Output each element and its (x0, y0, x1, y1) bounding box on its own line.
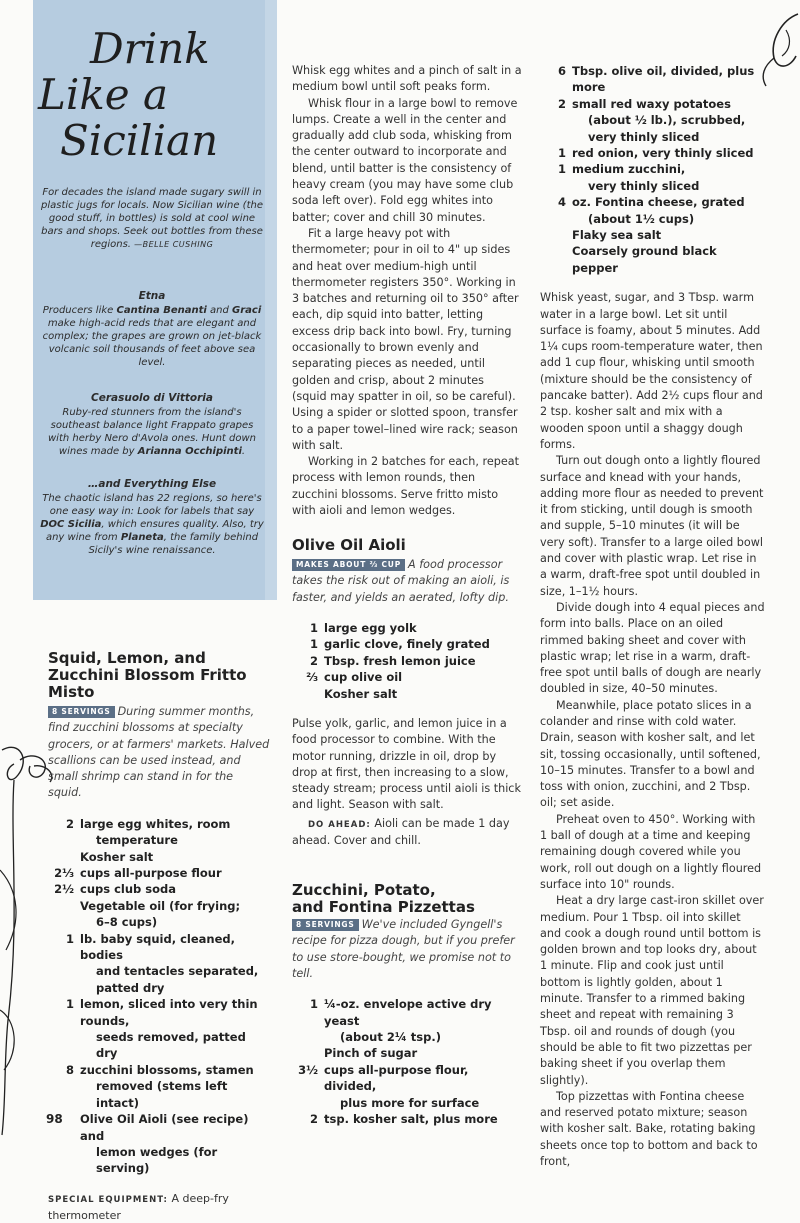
ingredient-text (572, 145, 765, 161)
ingredient-text (80, 865, 270, 881)
ingredient-text (80, 1111, 270, 1177)
recipe-intro-text: During summer months, find zucchini blossoms at specialty grocers, or at farmers' markets. Halved scallions can be used instead, and small shrimp can stand in for the squid. (48, 705, 270, 800)
ingredient-quantity: 2⅓ (54, 866, 74, 880)
ingredient-line: temperature (96, 833, 178, 848)
ingredient-quantity: 2 (557, 96, 566, 111)
method-step: Whisk egg whites and a pinch of salt in a medium bowl until soft peaks form. (292, 64, 522, 94)
ingredient-line: Coarsely ground black pepper (572, 244, 717, 275)
ingredient-text (324, 620, 522, 636)
ingredient-row (540, 161, 765, 194)
ingredient-text (324, 686, 522, 702)
recipe-fritto-misto (48, 650, 270, 1223)
recipe-intro-text: A food processor takes the risk out of making an aioli, is faster, and yields an aerated, lofty dip. (292, 558, 510, 604)
ingredient-text (80, 931, 270, 997)
ingredient-text (80, 996, 270, 1062)
region-text: , which ensures quality. Also, try any wine from (45, 519, 264, 543)
ingredient-line: plus more for surface (340, 1095, 480, 1110)
ingredient-line: lb. baby squid, cleaned, bodies (80, 931, 235, 963)
ingredient-row (48, 881, 270, 897)
recipe-intro (292, 917, 522, 982)
ingredient-text (80, 1062, 270, 1111)
ingredient-row (292, 653, 522, 669)
producer-name: Arianna Occhipinti (137, 446, 242, 457)
ingredient-row (292, 669, 522, 685)
recipe-aioli (292, 537, 522, 849)
ingredient-row (48, 898, 270, 931)
recipe-title-line: and Fontina Pizzettas (292, 898, 475, 916)
special-equipment (48, 1191, 270, 1223)
ingredient-list (292, 620, 522, 702)
ingredient-quantity: 6 (557, 64, 566, 78)
pizzettas-continued (540, 63, 765, 1170)
ingredient-line: and tentacles separated, patted dry (96, 964, 259, 995)
ingredient-line: oz. Fontina cheese, grated (572, 195, 745, 210)
ingredient-quantity (48, 849, 80, 865)
method-step: Preheat oven to 450°. Working with 1 ball of dough at a time and keeping remaining dough covered while you work, roll out dough on a lightly floured surface into 10" rounds. (540, 812, 762, 891)
ingredient-row (48, 1111, 270, 1177)
ingredient-text (572, 63, 765, 96)
ingredient-row (48, 996, 270, 1062)
ingredient-quantity (292, 1045, 324, 1061)
ingredient-row (48, 849, 270, 865)
ingredient-quantity: 1 (557, 162, 566, 177)
sidebar-intro (40, 186, 264, 251)
sidebar-byline: —BELLE CUSHING (134, 240, 214, 249)
recipe-title: Squid, Lemon, and Zucchini Blossom Fritto Misto (48, 649, 247, 701)
ingredient-text (572, 243, 765, 276)
ingredient-text (324, 636, 522, 652)
ingredient-line: Kosher salt (80, 849, 154, 864)
ingredient-quantity (540, 243, 572, 276)
ingredient-quantity: 2 (309, 653, 318, 668)
ingredient-line: 6–8 cups) (96, 915, 158, 930)
region-heading: Etna (138, 290, 166, 302)
method-step: Turn out dough onto a lightly floured surface and knead with your hands, adding more flour as needed to prevent it from sticking, until dough is smooth and supple, 5–10 minutes (it will be very soft). Transfer to a large oiled bowl and cover with plastic wrap. Let rise in a warm, draft-free spot until doubled in size, 1–1½ hours. (540, 454, 764, 598)
method-step: Whisk flour in a large bowl to remove lumps. Create a well in the center and gradually add club soda, whisking from the center outward to incorporate and blend, until batter is the consistency of heavy cream (you may have some club soda left over). Fold egg whites into batter; cover and chill 30 minutes. (292, 96, 518, 224)
ingredient-row (292, 1045, 522, 1061)
region-text: make high-acid reds that are elegant and complex; the grapes are grown on jet-black volcanic soil thousands of feet above sea level. (42, 318, 262, 368)
ingredient-line: Kosher salt (324, 686, 398, 701)
ingredient-line: cups all-purpose flour (80, 866, 222, 880)
ingredient-row (48, 1062, 270, 1111)
ingredient-line: cups all-purpose flour, divided, (324, 1062, 469, 1094)
method-step: Whisk yeast, sugar, and 3 Tbsp. warm water in a large bowl. Let sit until surface is foamy, about 5 minutes. Add 1¼ cups room-temperature water, then add 1 cup flour, whisking until smooth (mixture should be the consistency of pancake batter). Add 2½ cups flour and 2 tsp. kosher salt and mix with a wooden spoon until a shaggy dough forms. (540, 291, 763, 451)
ingredient-row (540, 63, 765, 96)
ingredient-text (324, 1062, 522, 1111)
region-text: The chaotic island has 22 regions, so here's one easy way in: Look for labels that say (42, 493, 262, 517)
ingredient-line: large egg whites, room (80, 816, 231, 831)
ingredient-text (80, 881, 270, 897)
ingredient-quantity: 1 (309, 637, 318, 652)
recipe-intro (48, 704, 270, 802)
ingredient-line: ¼-oz. envelope active dry yeast (324, 997, 492, 1028)
ingredient-line: cup olive oil (324, 670, 403, 685)
ingredient-quantity: 4 (557, 195, 566, 210)
ingredient-line: Flaky sea salt (572, 228, 662, 243)
ingredient-line: Pinch of sugar (324, 1046, 418, 1061)
ingredient-text (80, 898, 270, 931)
ingredient-line: (about 1½ cups) (588, 211, 695, 226)
ingredient-quantity (292, 686, 324, 702)
ingredient-quantity: 2 (309, 1112, 318, 1127)
do-ahead-label: DO AHEAD: (308, 819, 371, 830)
region-text: and (206, 305, 233, 316)
recipe-intro-text: We've included Gyngell's recipe for pizza dough, but if you prefer to use store-bought, we promise not to tell. (292, 918, 515, 980)
recipe-pizzettas (292, 882, 522, 1127)
method-step: Working in 2 batches for each, repeat process with lemon rounds, then zucchini blossoms. Serve fritto misto with aioli and lemon wedges. (292, 455, 519, 518)
ingredient-text (572, 96, 765, 145)
fritto-misto-method (292, 63, 522, 519)
ingredient-line: medium zucchini, (572, 162, 686, 177)
recipe-intro (292, 557, 522, 606)
ingredient-line: (about ½ lb.), scrubbed, (588, 113, 746, 128)
region-text: Ruby-red stunners from the island's southeast balance light Frappato grapes with herby Nero d'Avola ones. Hunt down wines made by (48, 407, 256, 457)
recipe-title (292, 882, 522, 916)
sidebar-intro-text: For decades the island made sugary swill in plastic jugs for locals. Now Sicilian wine (the good stuff, in bottles) is sold at cool wine bars and shops. Seek out bottles from these regions. (41, 187, 263, 250)
method-step: Heat a dry large cast-iron skillet over medium. Pour 1 Tbsp. oil into skillet and cook a dough round until bottom is golden brown and top looks dry, about 1 minute. Flip and cook just until bottom is lightly golden, about 1 minute. Transfer to a rimmed baking sheet and repeat with remaining 3 Tbsp. oil and rounds of dough (you should be able to fit two pizzettas per baking sheet if you overlap them slightly). (540, 894, 764, 1087)
page-number: 98 (46, 1112, 63, 1126)
ingredient-line: garlic clove, finely grated (324, 637, 490, 652)
ingredient-row (540, 227, 765, 243)
producer-name: Planeta (120, 532, 164, 543)
ingredient-line: (about 2¼ tsp.) (340, 1030, 441, 1044)
ingredient-line: cups club soda (80, 882, 177, 897)
ingredient-text (572, 194, 765, 227)
ingredient-text (572, 227, 765, 243)
region-etna (40, 290, 264, 369)
ingredient-quantity: 1 (309, 997, 318, 1012)
ingredient-row (292, 636, 522, 652)
method-step: Pulse yolk, garlic, and lemon juice in a food processor to combine. With the motor running, drizzle in oil, drop by drop at first, then increasing to a slow, steady stream; process until aioli is thick and light. Season with salt. (292, 716, 521, 812)
ingredient-line: removed (stems left intact) (96, 1079, 228, 1110)
region-text: Producers like (42, 305, 117, 316)
ingredient-row (292, 620, 522, 636)
ingredient-text (80, 849, 270, 865)
ingredient-line: red onion, very thinly sliced (572, 146, 754, 161)
ingredient-line: large egg yolk (324, 620, 417, 635)
ingredient-text (324, 996, 522, 1045)
ingredient-row (292, 996, 522, 1045)
ingredient-row (540, 96, 765, 145)
ingredient-quantity: 1 (309, 620, 318, 635)
ingredient-line: very thinly sliced (588, 129, 700, 144)
method-step: Meanwhile, place potato slices in a colander and rinse with cold water. Drain, season with kosher salt, and let sit, tossing occasionally, until softened, 10–15 minutes. Transfer to a bowl and toss with onion, zucchini, and 2 Tbsp. oil; set aside. (540, 698, 761, 810)
ingredient-list (540, 63, 765, 276)
sidebar-title-line: Drink (90, 24, 210, 73)
ingredient-quantity: 8 (65, 1062, 74, 1077)
method-step: Fit a large heavy pot with thermometer; pour in oil to 4" up sides and heat over medium-high until thermometer registers 350°. Working in 3 batches and returning oil to 350° after each, dip squid into batter, letting excess drip back into bowl. Fry, turning occasionally to brown evenly and separating pieces as needed, until golden and crisp, about 2 minutes (squid may spatter in oil, so be careful). Using a spider or slotted spoon, transfer to a paper towel–lined wire rack; season with salt. (292, 226, 519, 452)
ingredient-line: zucchini blossoms, stamen (80, 1062, 254, 1077)
region-everything-else (40, 478, 264, 557)
producer-name: DOC Sicilia (40, 519, 102, 530)
ingredient-line: tsp. kosher salt, plus more (324, 1112, 498, 1127)
ingredient-row (292, 1062, 522, 1111)
ingredient-line: Tbsp. fresh lemon juice (324, 653, 476, 668)
ingredient-line: Tbsp. olive oil, divided, plus more (572, 64, 755, 95)
ingredient-text (572, 161, 765, 194)
ingredient-row (540, 194, 765, 227)
do-ahead-note (292, 816, 522, 850)
producer-name: Cantina Benanti (116, 305, 207, 316)
ingredient-line: very thinly sliced (588, 178, 700, 193)
region-heading: …and Everything Else (87, 478, 217, 490)
ingredient-quantity: 1 (65, 997, 74, 1012)
ingredient-row (292, 686, 522, 702)
region-text: . (241, 446, 246, 457)
region-cerasuolo (40, 392, 264, 458)
ingredient-row (48, 931, 270, 997)
servings-badge: 8 SERVINGS (48, 706, 115, 718)
ingredient-text (324, 653, 522, 669)
ingredient-quantity (540, 227, 572, 243)
ingredient-quantity: 1 (557, 146, 566, 161)
ingredient-list (48, 816, 270, 1177)
ingredient-text (324, 1111, 522, 1127)
ingredient-line: seeds removed, patted dry (96, 1030, 246, 1061)
equipment-text: A deep-fry thermometer (48, 1191, 229, 1222)
ingredient-quantity: 1 (65, 931, 74, 946)
do-ahead-text: Aioli can be made 1 day ahead. Cover and chill. (292, 816, 510, 847)
method-step: Top pizzettas with Fontina cheese and reserved potato mixture; season with kosher salt. Bake, rotating baking sheets once top to bottom and back to front, (540, 1089, 758, 1169)
ingredient-row (540, 145, 765, 161)
yield-badge: MAKES ABOUT ⅔ CUP (292, 559, 405, 571)
ingredient-line: lemon, sliced into very thin rounds, (80, 997, 258, 1028)
ingredient-text (324, 1045, 522, 1061)
recipe-title: Olive Oil Aioli (292, 536, 406, 554)
method-step: Divide dough into 4 equal pieces and form into balls. Place on an oiled rimmed baking sheet and cover with plastic wrap; let rise in a warm, draft-free spot until balls of dough are nearly doubled in size, 40–50 minutes. (540, 600, 765, 696)
ingredient-row (292, 1111, 522, 1127)
ingredient-line: lemon wedges (for serving) (96, 1144, 218, 1176)
ingredient-quantity: 2½ (54, 882, 74, 897)
sidebar-title (30, 26, 270, 164)
ingredient-quantity (48, 898, 80, 931)
ingredient-row (48, 865, 270, 881)
sidebar-title-line: Sicilian (60, 116, 219, 165)
ingredient-text (324, 669, 522, 685)
region-text: , the family behind Sicily's wine renaissance. (88, 532, 259, 556)
ingredient-quantity: 3½ (298, 1062, 318, 1077)
equipment-label: SPECIAL EQUIPMENT: (48, 1194, 168, 1205)
recipe-title-line: Zucchini, Potato, (292, 881, 436, 899)
ingredient-line: Olive Oil Aioli (see recipe) and (80, 1112, 249, 1143)
ingredient-quantity: ⅔ (306, 670, 318, 685)
ingredient-row (540, 243, 765, 276)
ingredient-line: small red waxy potatoes (572, 96, 731, 111)
region-heading: Cerasuolo di Vittoria (91, 392, 213, 404)
sidebar-title-line: Like a (38, 70, 169, 119)
ingredient-text (80, 816, 270, 849)
producer-name: Graci (232, 305, 262, 316)
ingredient-quantity: 2 (65, 816, 74, 831)
ingredient-row (48, 816, 270, 849)
servings-badge: 8 SERVINGS (292, 919, 359, 931)
ingredient-list (292, 996, 522, 1127)
ingredient-line: Vegetable oil (for frying; (80, 898, 241, 913)
